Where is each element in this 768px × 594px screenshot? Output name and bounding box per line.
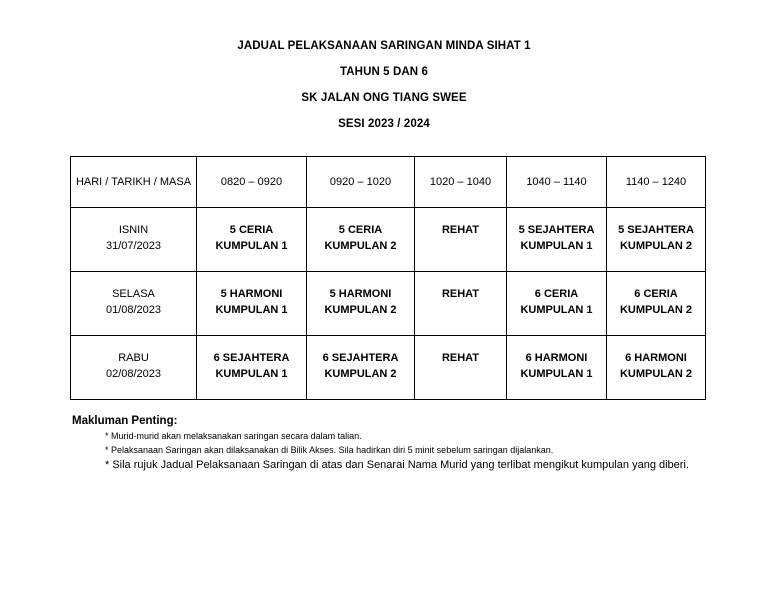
session-cell: [197, 336, 307, 400]
day-cell: [71, 208, 197, 272]
class-name: 5 SEJAHTERA: [618, 224, 694, 236]
group-name: KUMPULAN 2: [324, 240, 397, 252]
break-label: REHAT: [441, 224, 480, 236]
schedule-table: [70, 156, 706, 400]
class-name: 5 HARMONI: [220, 288, 283, 300]
day-date: 31/07/2023: [105, 240, 162, 252]
table-row: [71, 208, 706, 272]
break-label: REHAT: [441, 288, 480, 300]
session-cell: [507, 208, 607, 272]
group-name: KUMPULAN 1: [215, 304, 288, 316]
school-name: SK JALAN ONG TIANG SWEE: [301, 92, 467, 104]
day-date: 01/08/2023: [105, 304, 162, 316]
class-name: 5 SEJAHTERA: [518, 224, 595, 236]
class-name: 6 SEJAHTERA: [213, 352, 290, 364]
column-header-slot-4: 1040 – 1140: [507, 157, 607, 208]
document-title: JADUAL PELAKSANAAN SARINGAN MINDA SIHAT 1: [237, 40, 531, 52]
class-name: 6 SEJAHTERA: [322, 352, 399, 364]
notes-heading: Makluman Penting:: [72, 415, 178, 427]
session-cell: [197, 208, 307, 272]
session-cell: [197, 272, 307, 336]
class-name: 6 HARMONI: [625, 352, 687, 364]
column-header-slot-3: 1020 – 1040: [415, 157, 507, 208]
grade-level: TAHUN 5 DAN 6: [340, 66, 428, 78]
group-name: KUMPULAN 2: [619, 368, 693, 380]
session-year: SESI 2023 / 2024: [338, 118, 430, 130]
session-cell: [307, 208, 415, 272]
table-row: [71, 336, 706, 400]
note-item: * Sila rujuk Jadual Pelaksanaan Saringan di atas dan Senarai Nama Murid yang terlibat mengikut kumpulan yang diberi.: [105, 459, 689, 471]
group-name: KUMPULAN 2: [324, 368, 397, 380]
break-cell: [415, 272, 507, 336]
column-header-slot-5: 1140 – 1240: [607, 157, 706, 208]
class-name: 6 CERIA: [634, 288, 678, 300]
day-cell: [71, 336, 197, 400]
break-cell: [415, 336, 507, 400]
group-name: KUMPULAN 2: [619, 304, 693, 316]
class-name: 5 CERIA: [338, 224, 383, 236]
note-item: * Murid-murid akan melaksanakan saringan secara dalam talian.: [105, 431, 362, 441]
session-cell: [607, 208, 706, 272]
group-name: KUMPULAN 1: [215, 368, 288, 380]
important-notes: [72, 415, 732, 473]
session-cell: [307, 336, 415, 400]
class-name: 5 HARMONI: [329, 288, 392, 300]
session-cell: [607, 272, 706, 336]
break-cell: [415, 208, 507, 272]
column-header-slot-1: 0820 – 0920: [197, 157, 307, 208]
day-cell: [71, 272, 197, 336]
note-item: * Pelaksanaan Saringan akan dilaksanakan di Bilik Akses. Sila hadirkan diri 5 minit sebelum saringan dijalankan.: [105, 445, 554, 455]
break-label: REHAT: [441, 352, 480, 364]
table-header-row: [71, 157, 706, 208]
day-name: SELASA: [112, 288, 155, 300]
group-name: KUMPULAN 2: [324, 304, 397, 316]
column-header-day: HARI / TARIKH / MASA: [71, 157, 197, 208]
group-name: KUMPULAN 1: [520, 368, 593, 380]
day-date: 02/08/2023: [105, 368, 162, 380]
class-name: 5 CERIA: [229, 224, 274, 236]
session-cell: [507, 272, 607, 336]
table-row: [71, 272, 706, 336]
session-cell: [307, 272, 415, 336]
class-name: 6 HARMONI: [525, 352, 588, 364]
group-name: KUMPULAN 2: [619, 240, 693, 252]
class-name: 6 CERIA: [534, 288, 579, 300]
day-name: ISNIN: [118, 224, 149, 236]
group-name: KUMPULAN 1: [520, 304, 593, 316]
day-name: RABU: [118, 352, 149, 364]
column-header-slot-2: 0920 – 1020: [307, 157, 415, 208]
group-name: KUMPULAN 1: [520, 240, 593, 252]
session-cell: [507, 336, 607, 400]
group-name: KUMPULAN 1: [215, 240, 288, 252]
session-cell: [607, 336, 706, 400]
